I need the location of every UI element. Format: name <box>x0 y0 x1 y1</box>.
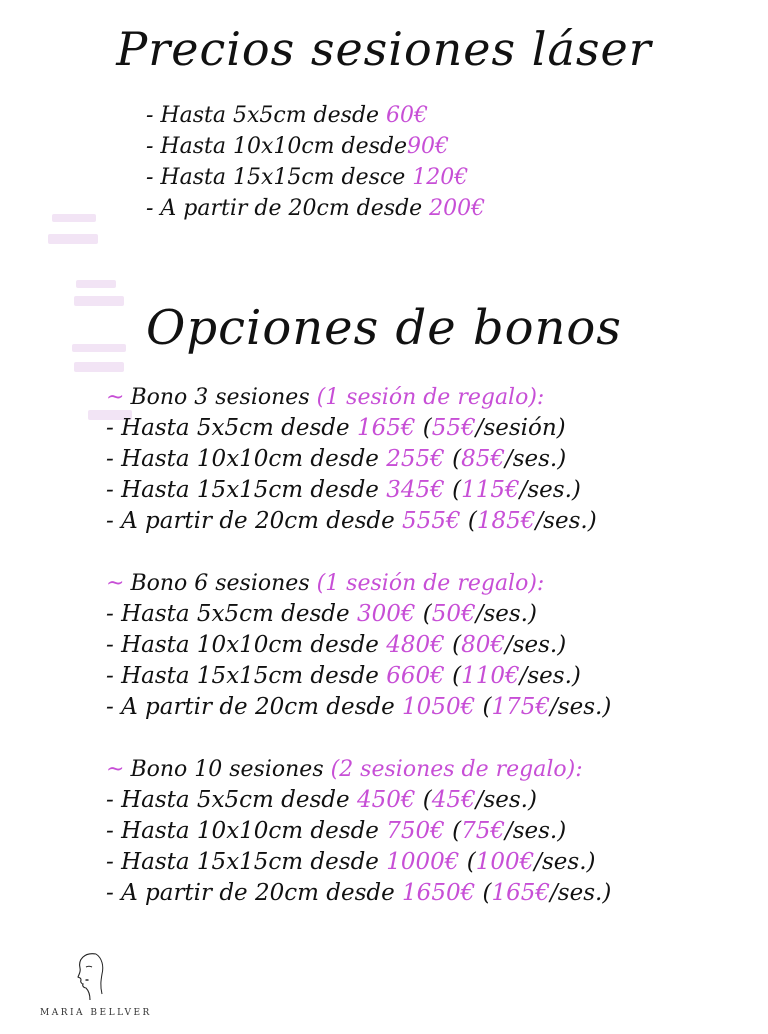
price-item: - A partir de 20cm desde 200€ <box>146 196 486 221</box>
bono-item: - A partir de 20cm desde 1650€ (165€/ses.) <box>106 880 612 906</box>
bono-item: - Hasta 5x5cm desde 165€ (55€/sesión) <box>106 415 566 441</box>
bono-heading: ~ Bono 3 sesiones (1 sesión de regalo): <box>106 385 545 410</box>
section-title-bonos: Opciones de bonos <box>146 300 622 356</box>
brand-logo <box>40 950 152 1018</box>
bono-item: - Hasta 15x15cm desde 660€ (110€/ses.) <box>106 663 581 689</box>
price-list <box>146 100 485 224</box>
bono-heading: ~ Bono 6 sesiones (1 sesión de regalo): <box>106 571 545 596</box>
bono-item: - Hasta 10x10cm desde 750€ (75€/ses.) <box>106 818 567 844</box>
price-item: - Hasta 10x10cm desde90€ <box>146 134 450 159</box>
page-title: Precios sesiones láser <box>116 22 652 76</box>
bono-item: - Hasta 10x10cm desde 255€ (85€/ses.) <box>106 446 567 472</box>
bono-heading: ~ Bono 10 sesiones (2 sesiones de regalo): <box>106 757 583 782</box>
bono-group <box>106 754 611 909</box>
brand-name: MARIA BELLVER <box>40 1008 152 1018</box>
bono-group <box>106 382 597 537</box>
woman-face-line-art-icon <box>70 950 110 1006</box>
bono-item: - Hasta 5x5cm desde 300€ (50€/ses.) <box>106 601 537 627</box>
bono-item: - A partir de 20cm desde 555€ (185€/ses.) <box>106 508 597 534</box>
bono-item: - Hasta 10x10cm desde 480€ (80€/ses.) <box>106 632 567 658</box>
bono-group <box>106 568 611 723</box>
bono-item: - Hasta 15x15cm desde 345€ (115€/ses.) <box>106 477 581 503</box>
bono-item: - Hasta 5x5cm desde 450€ (45€/ses.) <box>106 787 537 813</box>
price-item: - Hasta 15x15cm desce 120€ <box>146 165 469 190</box>
bono-item: - A partir de 20cm desde 1050€ (175€/ses.) <box>106 694 612 720</box>
bono-item: - Hasta 15x15cm desde 1000€ (100€/ses.) <box>106 849 596 875</box>
price-item: - Hasta 5x5cm desde 60€ <box>146 103 429 128</box>
